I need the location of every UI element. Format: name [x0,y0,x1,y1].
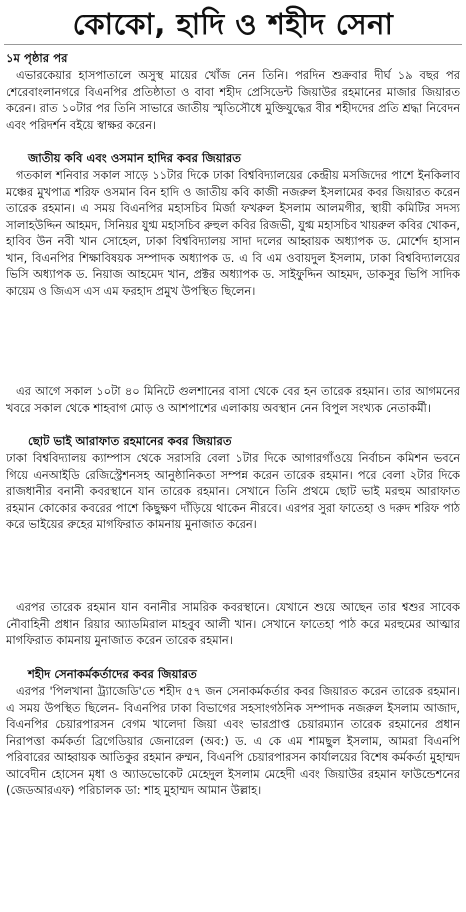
paragraph-3: এর আগে সকাল ১০টা ৪০ মিনিটে গুলশানের বাসা থেকে বের হন তারেক রহমান। তার আগমনের খবরে সকাল থেকে শাহবাগ মোড় ও আশপাশের এলাকায় অবস্থান নেন বিপুল সংখ্যক নেতাকর্মী। [6,384,460,415]
paragraph-4: ঢাকা বিশ্ববিদ্যালয় ক্যাম্পাস থেকে সরাসরি বেলা ১টার দিকে আগারগাঁওয়ে নির্বাচন কমিশন ভবনে গিয়ে এনআইডি রেজিস্ট্রেশনসহ আনুষ্ঠানিকতা সম্পন্ন করেন তারেক রহমান। পরে বেলা ২টার দিকে রাজধানীর বনানী কবরস্থানে যান তারেক রহমান। সেখানে তিনি প্রথমে ছোট ভাই মরহুম আরাফাত রহমান কোকোর কবরের পাশে কিছুক্ষণ দাঁড়িয়ে থাকেন নীরবে। এরপর সুরা ফাতেহা ও দরুদ শরিফ পাঠ করে ভাইয়ের রুহের মাগফিরাত কামনায় মুনাজাত করেন। [6,451,460,532]
subheading-martyred-officers-grave: শহীদ সেনাকর্মকর্তাদের কবর জিয়ারত [28,667,197,681]
continued-from-label: ১ম পৃষ্ঠার পর [6,51,68,65]
paragraph-6: এরপর 'পিলখানা ট্র্যাজেডি'তে শহীদ ৫৭ জন সেনাকর্মকর্তার কবর জিয়ারত করেন তারেক রহমান। এ সময় উপস্থিত ছিলেন- বিএনপির ঢাকা বিভাগের সহসাংগঠনিক সম্পাদক নজরুল ইসলাম আজাদ, বিএনপির চেয়ারপারসন বেগম খালেদা জিয়া এবং ভারপ্রাপ্ত চেয়ারম্যান তারেক রহমানের প্রধান নিরাপত্তা কর্মকর্তা ব্রিগেডিয়ার জেনারেল (অব:) ড. এ কে এম শামছুল ইসলাম, আমরা বিএনপি পরিবারের আহ্বায়ক আতিকুর রহমান রুম্মন, বিএনপি চেয়ারপারসন কার্যালয়ের বিশেষ কর্মকর্তা মুহাম্মদ আবেদীন হোসেন মৃধা ও অ্যাডভোকেট মেহেদুল ইসলাম মেহেদী এবং জিয়াউর রহমান ফাউন্ডেশনের (জেডআরএফ) পরিচালক ডা: শাহ মুহাম্মদ আমান উল্লাহ। [6,684,460,798]
paragraph-5: এরপর তারেক রহমান যান বনানীর সামরিক কবরস্থানে। যেখানে শুয়ে আছেন তার শ্বশুর সাবেক নৌবাহিনী প্রধান রিয়ার অ্যাডমিরাল মাহবুব আলী খান। সেখানে ফাতেহা পাঠ করে মরহুমের আত্মার মাগফিরাত কামনায় মুনাজাত করেন তারেক রহমান। [6,600,460,648]
article-headline: কোকো, হাদি ও শহীদ সেনা [72,7,394,41]
paragraph-1: এভারকেয়ার হাসপাতালে অসুস্থ মায়ের খোঁজ নেন তিনি। পরদিন শুক্রবার দীর্ঘ ১৯ বছর পর শেরেবাংলানগরে বিএনপির প্রতিষ্ঠাতা ও বাবা শহীদ প্রেসিডেন্ট জিয়াউর রহমানের মাজার জিয়ারত করেন। রাত ১০টার পর তিনি সাভারে জাতীয় স্মৃতিসৌধে মুক্তিযুদ্ধের বীর শহীদদের প্রতি শ্রদ্ধা নিবেদন এবং পরিদর্শন বইয়ে স্বাক্ষর করেন। [6,68,460,132]
headline-divider [4,44,462,45]
subheading-arafat-grave: ছোট ভাই আরাফাত রহমানের কবর জিয়ারত [28,434,232,448]
subheading-poet-and-hadi-grave: জাতীয় কবি এবং ওসমান হাদির কবর জিয়ারত [28,151,241,165]
paragraph-2: গতকাল শনিবার সকাল সাড়ে ১১টার দিকে ঢাকা বিশ্ববিদ্যালয়ের কেন্দ্রীয় মসজিদের পাশে ইনকিলাব মঞ্চের মুখপাত্র শরিফ ওসমান বিন হাদি ও জাতীয় কবি কাজী নজরুল ইসলামের কবর জিয়ারত করেন তারেক রহমান। এ সময় বিএনপির মহাসচিব মির্জা ফখরুল ইসলাম আলমগীর, স্থায়ী কমিটির সদস্য সালাহউদ্দিন আহমদ, সিনিয়র যুগ্ম মহাসচিব রুহুল কবির রিজভী, যুগ্ম মহাসচিব খায়রুল কবির খোকন, হাবিব উন নবী খান সোহেল, ঢাকা বিশ্ববিদ্যালয় সাদা দলের আহ্বায়ক অধ্যাপক ড. মোর্শেদ হাসান খান, বিএনপির শিক্ষাবিষয়ক সম্পাদক অধ্যাপক ড. এ বি এম ওবায়দুল ইসলাম, ঢাকা বিশ্ববিদ্যালয়ের ভিসি অধ্যাপক ড. নিয়াজ আহমেদ খান, প্রক্টর অধ্যাপক ড. সাইফুদ্দিন আহমদ, ডাকসুর ভিপি সাদিক কায়েম ও জিএস এস এম ফরহাদ প্রমুখ উপস্থিত ছিলেন। [6,168,460,298]
